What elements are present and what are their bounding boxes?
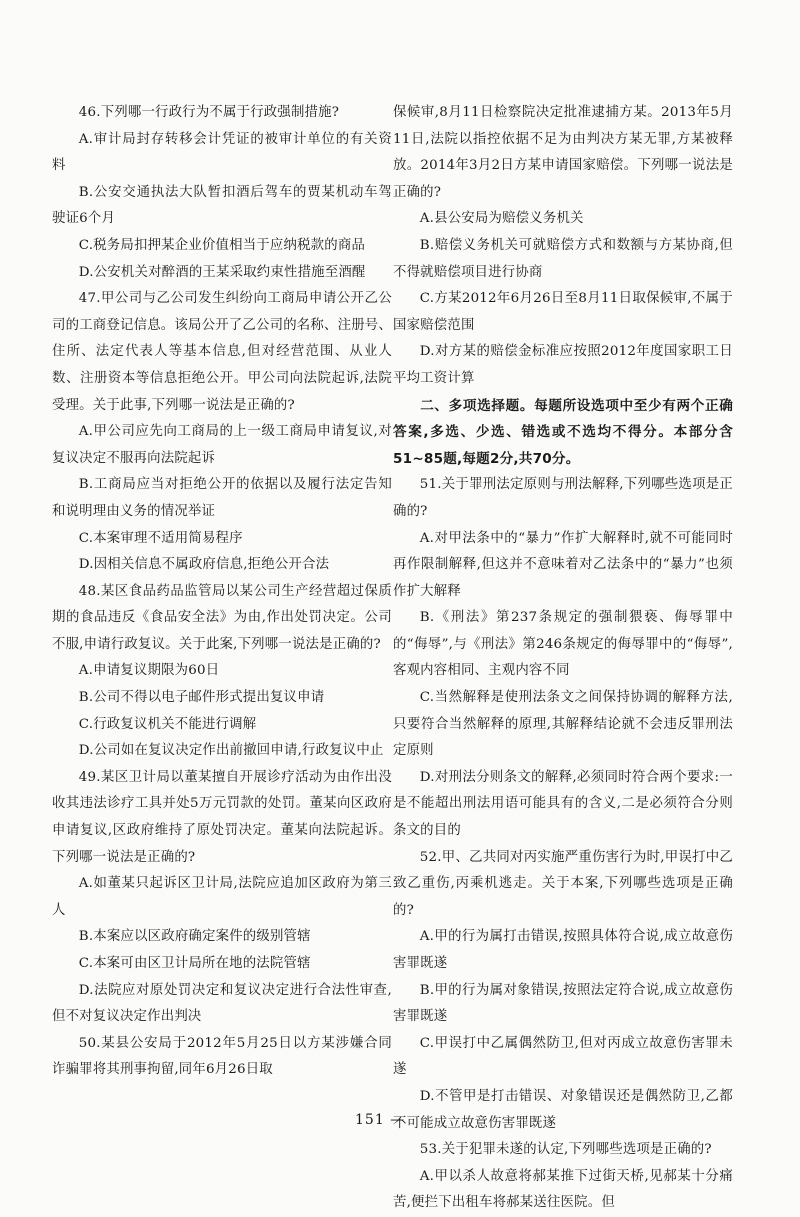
answer-option: D.公安机关对醉酒的王某采取约束性措施至酒醒: [78, 264, 366, 280]
answer-option: B.赔偿义务机关可就赔偿方式和数额与方某协商,但不得就赔偿项目进行协商: [393, 237, 733, 280]
question-stem: 51.关于罪刑法定原则与刑法解释,下列哪些选项是正确的?: [393, 477, 733, 519]
answer-option: A.县公安局为赔偿义务机关: [419, 211, 584, 227]
answer-option: A.对甲法条中的“暴力”作扩大解释时,就不可能同时再作限制解释,但这并不意味着对乙法条中的“暴力”也须作扩大解释: [393, 530, 733, 599]
answer-option: C.方某2012年6月26日至8月11日取保候审,不属于国家赔偿范围: [393, 291, 733, 333]
answer-option: C.行政复议机关不能进行调解: [78, 716, 257, 732]
left-column: [52, 100, 392, 1084]
answer-option: B.本案应以区政府确定案件的级别管辖: [78, 929, 311, 945]
question-stem: 49.某区卫计局以董某擅自开展诊疗活动为由作出没收其违法诊疗工具并处5万元罚款的处罚。董某向区政府申请复议,区政府维持了原处罚决定。董某向法院起诉。下列哪一说法是正确的?: [52, 769, 392, 865]
answer-option: D.公司如在复议决定作出前撤回申请,行政复议中止: [78, 743, 384, 759]
answer-option: D.对刑法分则条文的解释,必须同时符合两个要求:一是不能超出刑法用语可能具有的含义,二是必须符合分则条文的目的: [393, 769, 733, 839]
answer-option: A.审计局封存转移会计凭证的被审计单位的有关资料: [52, 131, 392, 174]
answer-option: B.《刑法》第237条规定的强制猥亵、侮辱罪中的“侮辱”,与《刑法》第246条规定的侮辱罪中的“侮辱”,客观内容相同、主观内容不同: [393, 610, 733, 679]
answer-option: B.甲的行为属对象错误,按照法定符合说,成立故意伤害罪既遂: [393, 982, 733, 1025]
question-stem: 47.甲公司与乙公司发生纠纷向工商局申请公开乙公司的工商登记信息。该局公开了乙公司的名称、注册号、住所、法定代表人等基本信息,但对经营范围、从业人数、注册资本等信息拒绝公开。甲公司向法院起诉,法院受理。关于此事,下列哪一说法是正确的?: [52, 291, 392, 413]
answer-option: C.本案审理不适用简易程序: [78, 530, 243, 546]
question-stem: 52.甲、乙共同对丙实施严重伤害行为时,甲误打中乙致乙重伤,丙乘机逃走。关于本案,下列哪些选项是正确的?: [393, 849, 733, 918]
question-stem: 50.某县公安局于2012年5月25日以方某涉嫌合同诈骗罪将其刑事拘留,同年6月26日取: [52, 1035, 392, 1078]
answer-option: D.法院应对原处罚决定和复议决定进行合法性审查,但不对复议决定作出判决: [52, 982, 392, 1025]
question-stem: 53.关于犯罪未遂的认定,下列哪些选项是正确的?: [419, 1142, 712, 1158]
answer-option: C.当然解释是使刑法条文之间保持协调的解释方法,只要符合当然解释的原理,其解释结论就不会违反罪刑法定原则: [393, 690, 733, 759]
answer-option: A.甲以杀人故意将郝某推下过街天桥,见郝某十分痛苦,便拦下出租车将郝某送往医院。但: [393, 1168, 733, 1211]
page-number: 151 —: [355, 1112, 406, 1128]
answer-option: D.不管甲是打击错误、对象错误还是偶然防卫,乙都不可能成立故意伤害罪既遂: [393, 1088, 733, 1131]
answer-option: A.甲公司应先向工商局的上一级工商局申请复议,对复议决定不服再向法院起诉: [52, 424, 392, 466]
answer-option: A.甲的行为属打击错误,按照具体符合说,成立故意伤害罪既遂: [393, 929, 733, 971]
section-heading: 二、多项选择题。每题所设选项中至少有两个正确答案,多选、少选、错选或不选均不得分。本部分含51~85题,每题2分,共70分。: [393, 397, 733, 467]
question-stem: 48.某区食品药品监管局以某公司生产经营超过保质期的食品违反《食品安全法》为由,作出处罚决定。公司不服,申请行政复议。关于此案,下列哪一说法是正确的?: [52, 583, 392, 652]
answer-option: C.本案可由区卫计局所在地的法院管辖: [78, 956, 311, 971]
answer-option: B.工商局应当对拒绝公开的依据以及履行法定告知和说明理由义务的情况举证: [52, 477, 392, 519]
answer-option: D.对方某的赔偿金标准应按照2012年度国家职工日平均工资计算: [393, 344, 733, 386]
right-column: [393, 100, 733, 1217]
answer-option: C.税务局扣押某企业价值相当于应纳税款的商品: [78, 237, 366, 253]
answer-option: C.甲误打中乙属偶然防卫,但对丙成立故意伤害罪未遂: [393, 1035, 733, 1078]
continued-question-text: 保候审,8月11日检察院决定批准逮捕方某。2013年5月11日,法院以指控依据不足为由判决方某无罪,方某被释放。2014年3月2日方某申请国家赔偿。下列哪一说法是正确的?: [393, 105, 733, 200]
question-stem: 46.下列哪一行政行为不属于行政强制措施?: [78, 105, 340, 120]
answer-option: D.因相关信息不属政府信息,拒绝公开合法: [78, 557, 330, 573]
answer-option: B.公司不得以电子邮件形式提出复议申请: [78, 690, 325, 706]
answer-option: A.申请复议期限为60日: [78, 663, 220, 679]
answer-option: B.公安交通执法大队暂扣酒后驾车的贾某机动车驾驶证6个月: [52, 184, 392, 227]
answer-option: A.如董某只起诉区卫计局,法院应追加区政府为第三人: [52, 876, 392, 918]
